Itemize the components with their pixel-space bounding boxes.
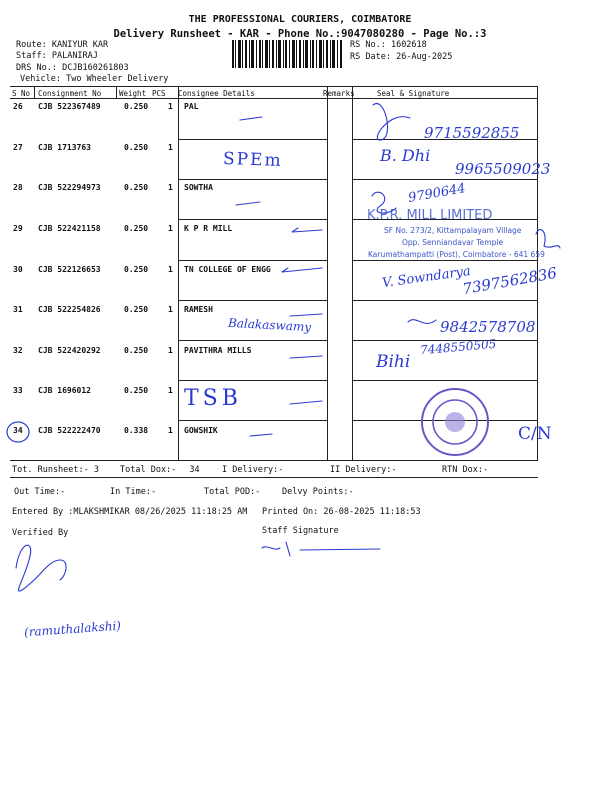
stamp-line: Opp. Senniandavar Temple	[402, 238, 504, 247]
rs-date-label: RS Date:	[350, 52, 391, 62]
row-sno: 27	[13, 143, 23, 152]
handwritten-name: B. Dhi	[380, 146, 431, 165]
arrow-mark	[292, 228, 322, 232]
row-pcs: 1	[168, 346, 173, 355]
drs-value: DCJB160261803	[62, 63, 129, 73]
handwritten-phone: 7448550505	[419, 336, 497, 358]
row-weight: 0.250	[124, 386, 149, 395]
row-consignee: SOWTHA	[184, 183, 213, 192]
row-pcs: 1	[168, 305, 173, 314]
staff-signature-label: Staff Signature	[262, 526, 339, 536]
row-sno: 33	[13, 386, 23, 395]
verifier-name: (ramuthalakshi)	[23, 618, 122, 640]
handwritten-consignee: TSB	[184, 386, 242, 411]
total-dox	[120, 465, 200, 475]
printed-on: Printed On: 26-08-2025 11:18:53	[262, 507, 421, 517]
row-consignment: CJB 522421158	[38, 224, 101, 233]
row-pcs: 1	[168, 102, 173, 111]
ii-delivery-label: II Delivery:-	[330, 465, 397, 475]
row-consignee: PAVITHRA MILLS	[184, 346, 252, 355]
row-consignment: CJB 522367489	[38, 102, 101, 111]
handwritten-phone: 7397562836	[461, 263, 559, 299]
rs-no-label: RS No.:	[350, 40, 386, 50]
row-consignment: CJB 522222470	[38, 426, 101, 435]
stamp-line: SF No. 273/2, Kittampalayam Village	[384, 226, 522, 235]
row-consignment: CJB 1696012	[38, 386, 91, 395]
total-runsheet-value: 3	[93, 465, 100, 475]
row-consignee: TN COLLEGE OF ENGG	[184, 265, 271, 274]
row-consignee: PAL	[184, 102, 199, 111]
row-weight: 0.338	[124, 426, 149, 435]
tick-mark	[240, 117, 262, 120]
handwritten-consignee: Balakaswamy	[227, 315, 312, 335]
entered-by: Entered By :MLAKSHMIKAR 08/26/2025 11:18:25 AM	[12, 507, 248, 517]
verified-by-label: Verified By	[12, 528, 69, 538]
totals-rule	[10, 477, 538, 478]
col-header-consignment: Consignment No	[38, 89, 102, 98]
total-pod-label: Total POD:-	[204, 487, 261, 497]
row-weight: 0.250	[124, 183, 149, 192]
row-pcs: 1	[168, 386, 173, 395]
vehicle-value: Two Wheeler Delivery	[66, 74, 169, 84]
row-sno: 34	[13, 426, 23, 435]
handwritten-phone: 9842578708	[440, 318, 536, 336]
row-weight: 0.250	[124, 224, 149, 233]
staff-value: PALANIRAJ	[51, 51, 98, 61]
total-runsheet-label: Tot. Runsheet:-	[12, 465, 89, 475]
row-consignee: K P R MILL	[184, 224, 233, 233]
row-weight: 0.250	[124, 305, 149, 314]
handwritten-phone: 9790644	[407, 181, 467, 206]
row-consignment: CJB 1713763	[38, 143, 91, 152]
runsheet-subtitle: Delivery Runsheet - KAR - Phone No.:9047080280 - Page No.:3	[113, 28, 487, 40]
verified-signature	[16, 545, 66, 591]
col-header-weight: Weight	[119, 89, 147, 98]
arrow-mark	[290, 356, 322, 358]
col-header-remarks: Remarks	[323, 89, 355, 98]
arrow-mark	[290, 314, 322, 316]
handwritten-name: Bihi	[376, 352, 411, 372]
row-consignee: GOWSHIK	[184, 426, 218, 435]
out-time-label: Out Time:-	[14, 487, 66, 497]
row-consignment: CJB 522420292	[38, 346, 101, 355]
tick-mark	[236, 202, 260, 205]
row-consignee: RAMESH	[184, 305, 213, 314]
staff-signature	[262, 542, 380, 556]
signature-scribble	[373, 104, 410, 140]
col-header-consignee: Consignee Details	[178, 89, 255, 98]
route-label: Route:	[16, 40, 47, 50]
arrow-mark	[250, 434, 272, 436]
handwritten-mark: C/N	[518, 424, 552, 444]
total-runsheet	[12, 465, 99, 475]
row-pcs: 1	[168, 224, 173, 233]
row-pcs: 1	[168, 143, 173, 152]
drs-label: DRS No.:	[16, 63, 57, 73]
row-weight: 0.250	[124, 143, 149, 152]
rs-date-value: 26-Aug-2025	[396, 52, 453, 62]
total-dox-label: Total Dox:-	[120, 465, 177, 475]
row-consignment: CJB 522254826	[38, 305, 101, 314]
vehicle-label: Vehicle:	[20, 74, 61, 84]
row-sno: 32	[13, 346, 23, 355]
arrow-mark	[290, 401, 322, 404]
row-sno: 29	[13, 224, 23, 233]
stamp-line: K.P.R. MILL LIMITED	[367, 208, 493, 223]
row-pcs: 1	[168, 426, 173, 435]
company-title: THE PROFESSIONAL COURIERS, COIMBATORE	[188, 14, 412, 25]
col-header-sno: S No	[12, 89, 31, 98]
handwritten-name: V. Sowndarya	[381, 263, 472, 292]
row-pcs: 1	[168, 265, 173, 274]
handwritten-phone: 9715592855	[424, 124, 520, 142]
row-sno: 30	[13, 265, 23, 274]
row-weight: 0.250	[124, 102, 149, 111]
i-delivery-label: I Delivery:-	[222, 465, 284, 475]
row-consignment: CJB 522294973	[38, 183, 101, 192]
row-weight: 0.250	[124, 346, 149, 355]
rs-no-value: 1602618	[390, 40, 427, 50]
round-seal	[418, 386, 492, 458]
handwritten-phone: 9965509023	[455, 160, 551, 178]
row-consignment: CJB 522126653	[38, 265, 101, 274]
delvy-points-label: Delvy Points:-	[282, 487, 354, 497]
row-sno: 28	[13, 183, 23, 192]
route-value: KANIYUR KAR	[51, 40, 109, 50]
in-time-label: In Time:-	[110, 487, 157, 497]
signature-scribble	[536, 230, 560, 248]
stamp-line: Karumathampatti (Post), Coimbatore - 641 659	[368, 250, 545, 259]
row-sno: 31	[13, 305, 23, 314]
row-sno: 26	[13, 102, 23, 111]
row-weight: 0.250	[124, 265, 149, 274]
staff-label: Staff:	[16, 51, 47, 61]
col-header-pcs: PCS	[152, 89, 166, 98]
col-header-seal-signature: Seal & Signature	[377, 89, 450, 98]
total-dox-value: 34	[189, 465, 200, 475]
row-pcs: 1	[168, 183, 173, 192]
handwritten-consignee: SPEm	[222, 148, 283, 172]
signature-scribble	[408, 320, 436, 324]
arrow-mark	[282, 268, 322, 272]
rtn-dox-label: RTN Dox:-	[442, 465, 489, 475]
